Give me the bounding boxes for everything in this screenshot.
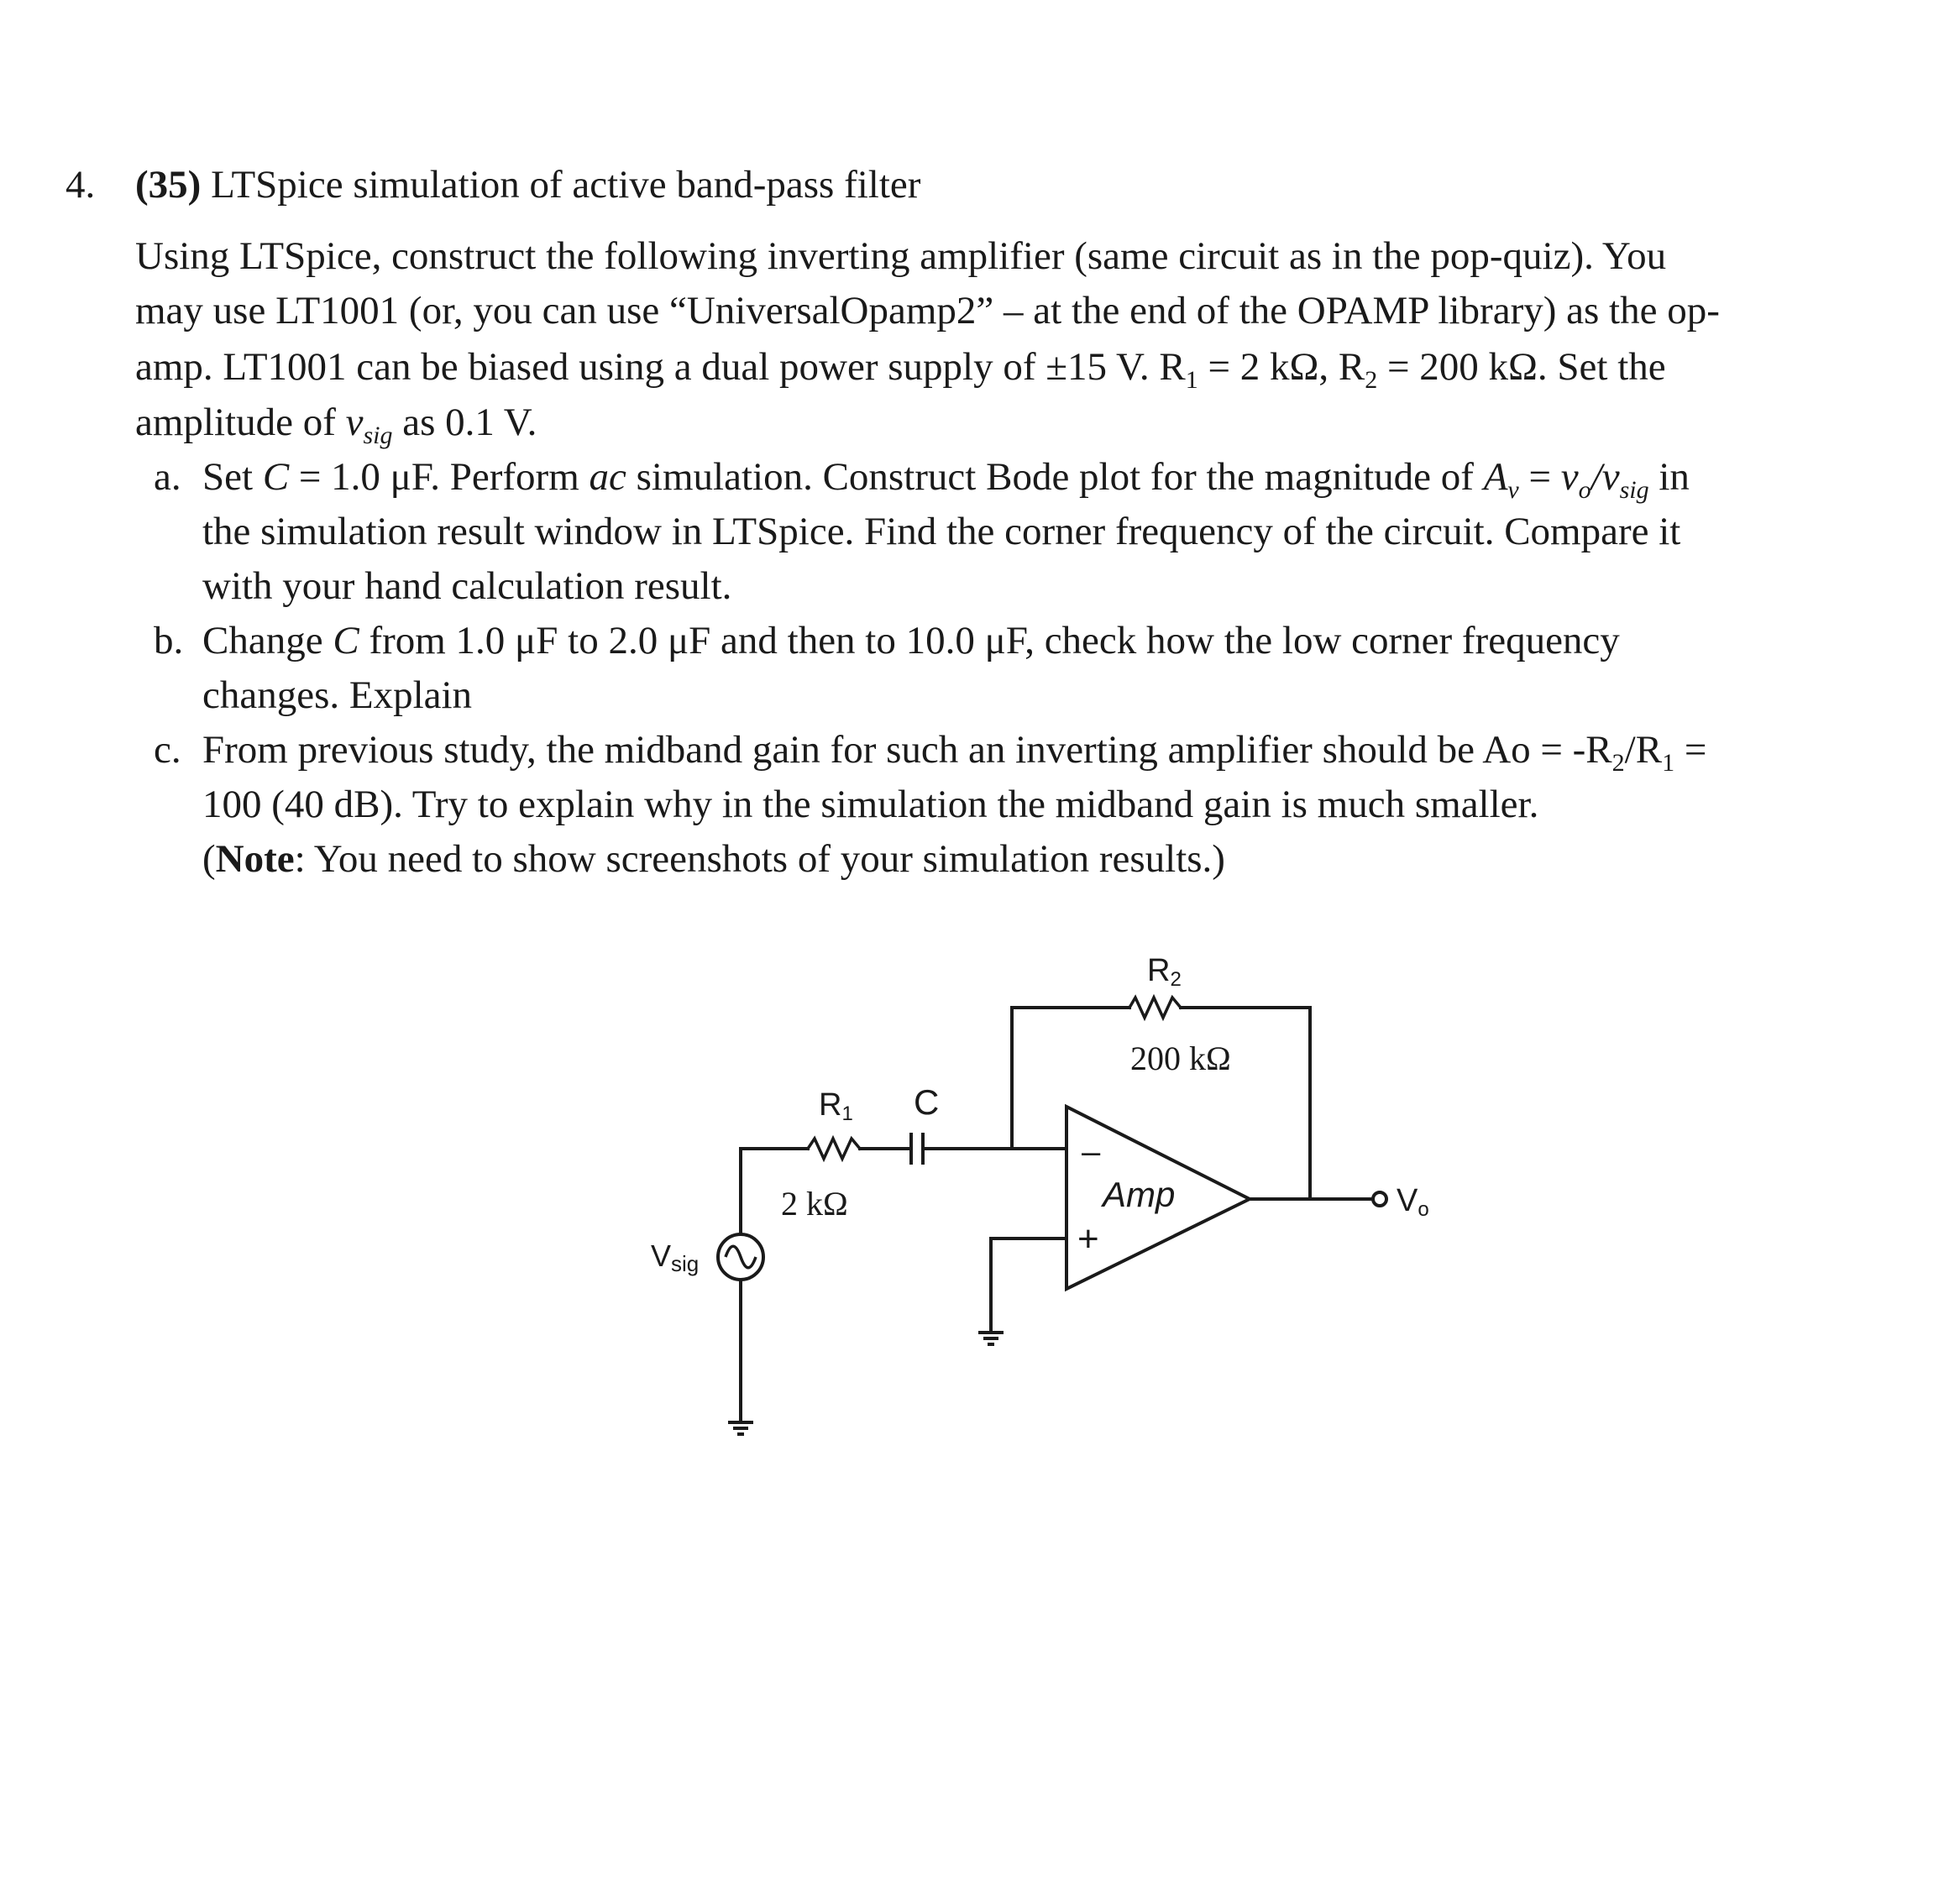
inverting-input-sign: –: [1082, 1134, 1101, 1170]
item-b-line-2: changes. Explain: [202, 673, 473, 717]
intro-line-4: amplitude of $v_{sig}$ as 0.1 V.: [135, 401, 537, 449]
question-number: 4.: [66, 163, 96, 207]
item-b-letter: b.: [154, 619, 184, 662]
r1-value: 2 kΩ: [781, 1185, 848, 1223]
amp-label: Amp: [1103, 1175, 1176, 1214]
r2-value: 200 kΩ: [1130, 1039, 1231, 1077]
intro-line-2: may use LT1001 (or, you can use “UniversalOpamp2” – at the end of the OPAMP library) as the op-: [135, 289, 1720, 333]
ground-icon-opamp: [978, 1333, 1004, 1344]
r2-label: R2: [1147, 953, 1182, 991]
question-title-text: LTSpice simulation of active band-pass filter: [211, 163, 921, 207]
feedback-wire-right: [1181, 1008, 1310, 1199]
note-label: Note: [215, 837, 295, 881]
item-c-line-1: From previous study, the midband gain for such an inverting amplifier should be $Ao = -R_2/R_1$ =: [202, 728, 1707, 777]
item-a-line-2: the simulation result window in LTSpice. Find the corner frequency of the circuit. Compare it: [202, 510, 1681, 553]
output-terminal-icon: [1373, 1192, 1386, 1206]
item-c-letter: c.: [154, 728, 181, 772]
question-points: (35): [135, 163, 202, 207]
item-c-line-2: 100 (40 dB). Try to explain why in the simulation the midband gain is much smaller.: [202, 783, 1539, 826]
ground-icon-source: [728, 1422, 753, 1434]
r1-resistor-symbol: [808, 1139, 860, 1159]
feedback-wire-left: [1012, 1008, 1129, 1149]
item-a-letter: a.: [154, 455, 181, 499]
noninverting-input-sign: +: [1077, 1218, 1099, 1259]
item-b-line-1: Change C from 1.0 μF to 2.0 μF and then to 10.0 μF, check how the low corner frequency: [202, 619, 1620, 662]
intro-line-3: amp. LT1001 can be biased using a dual power supply of ±15 V. $R_1 = 2$ kΩ, $R_2 = 200$ kΩ. Set the: [135, 345, 1666, 394]
item-a-line-3: with your hand calculation result.: [202, 564, 732, 608]
vo-label: Vo: [1397, 1183, 1429, 1221]
r1-label: R1: [819, 1087, 853, 1125]
item-a-line-1: Set C = 1.0 μF. Perform ac simulation. Construct Bode plot for the magnitude of $A_v = v_o/v_{sig}$ in: [202, 455, 1690, 504]
r2-resistor-symbol: [1129, 998, 1181, 1018]
noninverting-ground-wire: [991, 1238, 1066, 1331]
c-label: C: [914, 1082, 940, 1122]
item-c-note: (Note: You need to show screenshots of your simulation results.): [202, 837, 1225, 881]
sine-wave-icon: [726, 1246, 756, 1268]
intro-line-1: Using LTSpice, construct the following inverting amplifier (same circuit as in the pop-quiz). You: [135, 234, 1667, 278]
vsig-label: Vsig: [651, 1238, 700, 1276]
